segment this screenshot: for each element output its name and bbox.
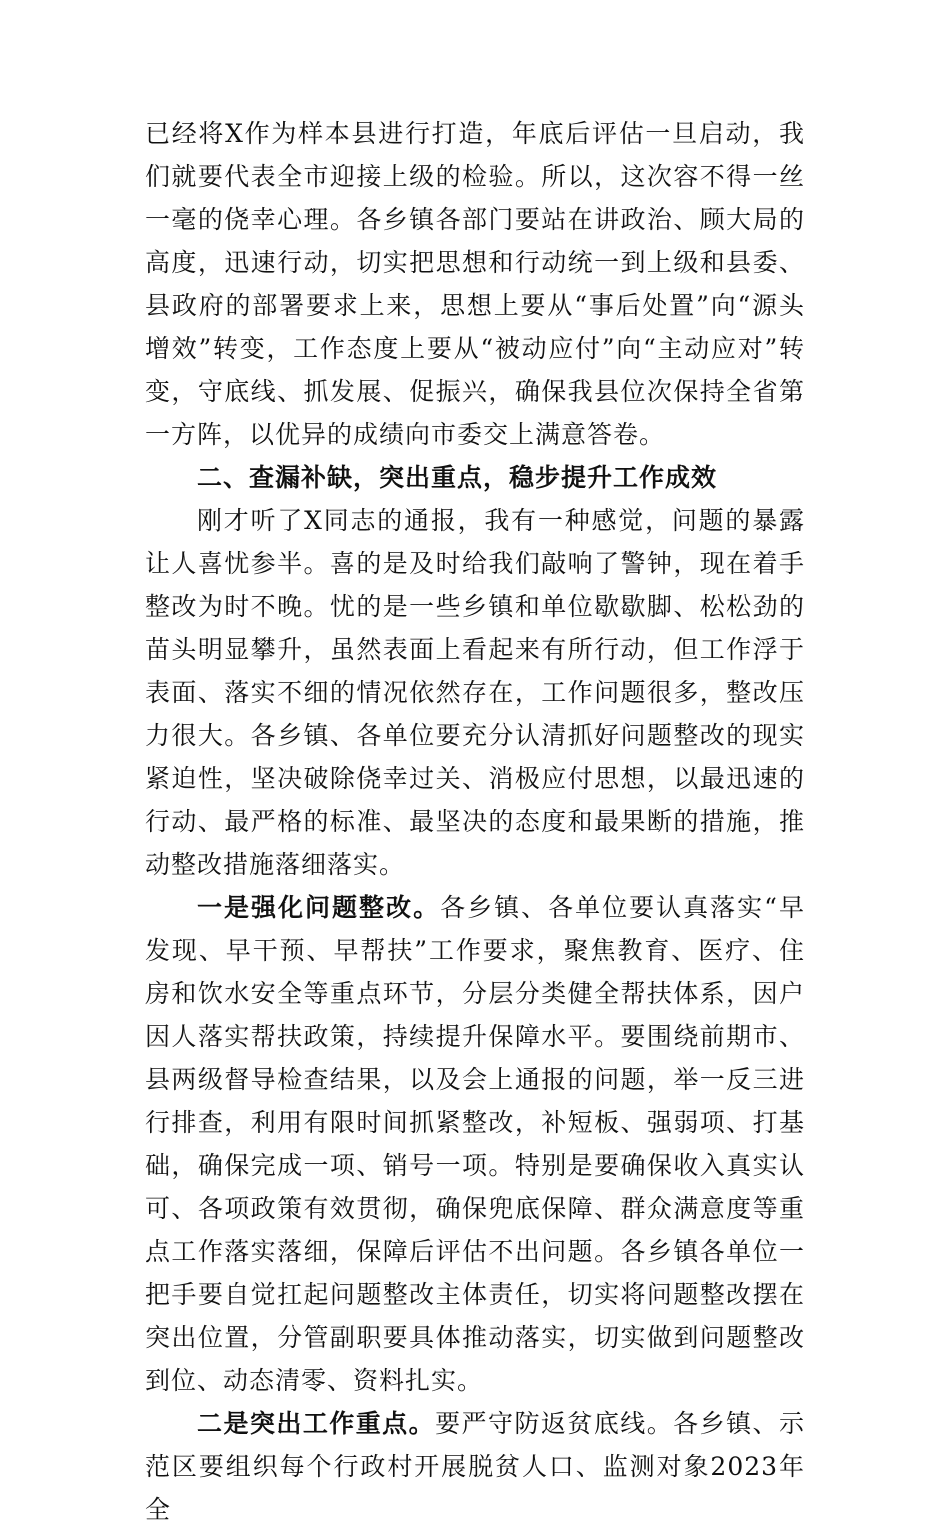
paragraph-report: 刚才听了X同志的通报，我有一种感觉，问题的暴露让人喜忧参半。喜的是及时给我们敲响了警钟，现在着手整改为时不晚。忧的是一些乡镇和单位歇歇脚、松松劲的苗头明显攀升，虽然表面上看起来有所行动，但工作浮于表面、落实不细的情况依然存在，工作问题很多，整改压力很大。各乡镇、各单位要充分认清抓好问题整改的现实紧迫性，坚决破除侥幸过关、消极应付思想，以最迅速的行动、最严格的标准、最坚决的态度和最果断的措施，推动整改措施落细落实。 xyxy=(145,506,805,879)
item-one-lead: 一是强化问题整改。 xyxy=(197,893,441,922)
item-one-body: 各乡镇、各单位要认真落实“早发现、早干预、早帮扶”工作要求，聚焦教育、医疗、住房和饮水安全等重点环节，分层分类健全帮扶体系，因户因人落实帮扶政策，持续提升保障水平。要围绕前期市、县两级督导检查结果，以及会上通报的问题，举一反三进行排查，利用有限时间抓紧整改，补短板、强弱项、打基础，确保完成一项、销号一项。特别是要确保收入真实认可、各项政策有效贯彻，确保兜底保障、群众满意度等重点工作落实落细，保障后评估不出问题。各乡镇各单位一把手要自觉扛起问题整改主体责任，切实将问题整改摆在突出位置，分管副职要具体推动落实，切实做到问题整改到位、动态清零、资料扎实。 xyxy=(145,893,805,1395)
paragraph-item-two xyxy=(145,1402,805,1531)
item-two-lead: 二是突出工作重点。 xyxy=(197,1409,436,1438)
item-two-body: 要严守防返贫底线。各乡镇、示范区要组织每个行政村开展脱贫人口、监测对象2023年全 xyxy=(145,1409,805,1524)
paragraph-item-one xyxy=(145,886,805,1402)
section-heading: 二、查漏补缺，突出重点，稳步提升工作成效 xyxy=(197,463,718,492)
paragraph-intro: 已经将X作为样本县进行打造，年底后评估一旦启动，我们就要代表全市迎接上级的检验。所以，这次容不得一丝一毫的侥幸心理。各乡镇各部门要站在讲政治、顾大局的高度，迅速行动，切实把思想和行动统一到上级和县委、县政府的部署要求上来，思想上要从“事后处置”向“源头增效”转变，工作态度上要从“被动应付”向“主动应对”转变，守底线、抓发展、促振兴，确保我县位次保持全省第一方阵，以优异的成绩向市委交上满意答卷。 xyxy=(145,119,805,449)
document-page xyxy=(145,112,805,1531)
